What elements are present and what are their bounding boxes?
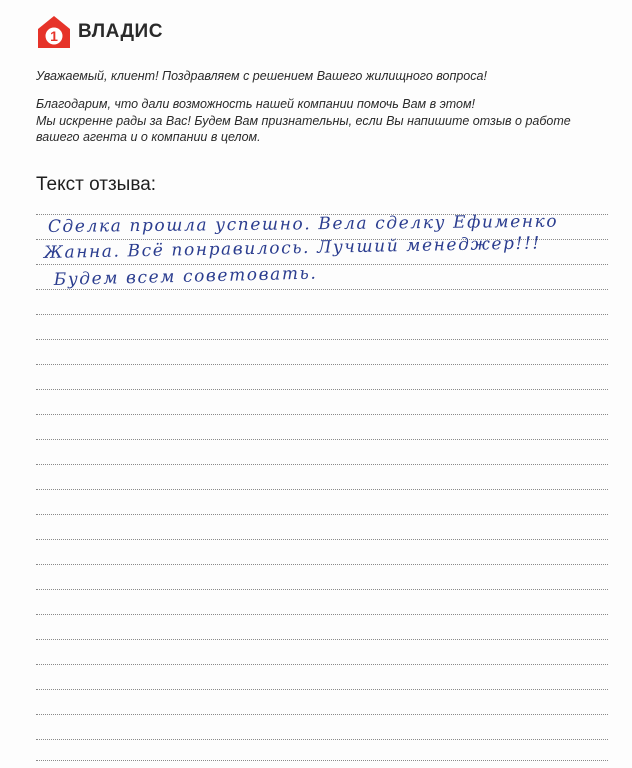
thanks-line: Мы искренне рады за Вас! Будем Вам признательны, если Вы напишите отзыв о работе xyxy=(36,113,571,128)
logo-digit: 1 xyxy=(50,28,58,44)
writing-line xyxy=(36,514,608,515)
writing-line xyxy=(36,639,608,640)
thanks-line: Благодарим, что дали возможность нашей компании помочь Вам в этом! xyxy=(36,97,476,111)
writing-line xyxy=(36,339,608,340)
writing-line xyxy=(36,539,608,540)
writing-line xyxy=(36,289,608,290)
writing-line xyxy=(36,739,608,740)
writing-line xyxy=(36,414,608,415)
handwritten-line: Сделка прошла успешно. Вела сделку Ефименко xyxy=(47,211,559,237)
writing-line xyxy=(36,214,608,215)
brand-name: ВЛАДИС xyxy=(78,21,163,42)
writing-line xyxy=(36,364,608,365)
writing-line xyxy=(36,389,608,390)
handwritten-line: Жанна. Всё понравилось. Лучший менеджер!!! xyxy=(43,233,542,263)
writing-line xyxy=(36,239,608,240)
writing-line xyxy=(36,264,608,265)
writing-line xyxy=(36,564,608,565)
review-lines xyxy=(36,0,608,768)
writing-line xyxy=(36,689,608,690)
writing-line xyxy=(36,614,608,615)
writing-line xyxy=(36,439,608,440)
thanks-line: вашего агента и о компании в целом. xyxy=(36,130,261,144)
handwritten-line: Будем всем советовать. xyxy=(53,263,318,290)
writing-line xyxy=(36,314,608,315)
review-heading: Текст отзыва: xyxy=(36,174,157,195)
writing-line xyxy=(36,464,608,465)
writing-line xyxy=(36,714,608,715)
greeting-text: Уважаемый, клиент! Поздравляем с решением Вашего жилищного вопроса! xyxy=(36,69,487,83)
writing-line xyxy=(36,760,608,761)
writing-line xyxy=(36,489,608,490)
writing-line xyxy=(36,664,608,665)
writing-line xyxy=(36,589,608,590)
